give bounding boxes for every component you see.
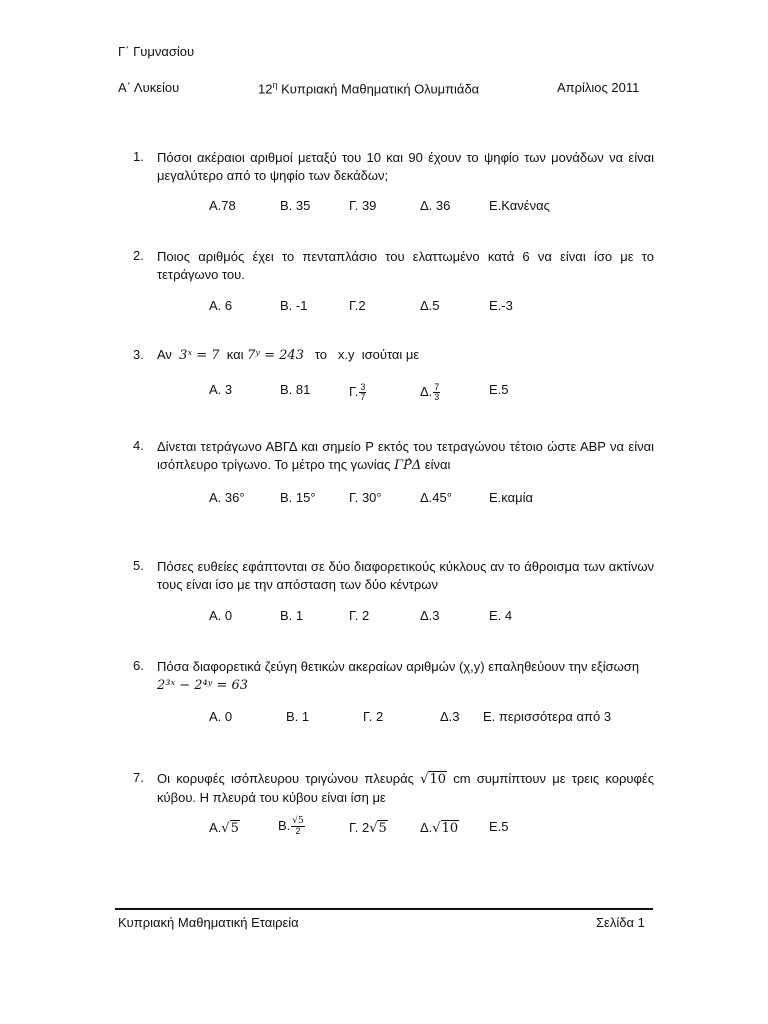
option-b: Β. -1 (280, 298, 308, 313)
question-body: Δίνεται τετράγωνο ΑΒΓΔ και σημείο Ρ εκτός του τετραγώνου τέτοιο ώστε ΑΒΡ να είναι ισόπλευρο τρίγωνο. Το μέτρο της γωνίας (157, 439, 654, 472)
footer-page-number: Σελίδα 1 (596, 915, 645, 930)
option-c: Γ. 2 (349, 608, 370, 623)
option-e: Ε.5 (489, 382, 509, 397)
text-suffix: ισούται με (361, 347, 420, 362)
olympiad-ordinal: η (272, 80, 278, 90)
option-a-label: Α. (209, 820, 222, 835)
option-a: Α. 36° (209, 490, 245, 505)
option-d (420, 820, 459, 836)
option-a: Α. 3 (209, 382, 233, 397)
option-e: Ε.καμία (489, 490, 534, 505)
option-c: Γ. 30° (349, 490, 382, 505)
text-prefix: Αν (157, 347, 172, 362)
option-b: Β. 35 (280, 198, 311, 213)
question-number: 3. (133, 347, 144, 362)
option-a (209, 820, 240, 836)
footer-publisher: Κυπριακή Μαθηματική Εταιρεία (118, 915, 299, 930)
question-text: Ποιος αριθμός έχει το πενταπλάσιο του ελαττωμένο κατά 6 να είναι ίσο με το τετράγωνο του. (157, 249, 654, 282)
option-c: Γ.2 (349, 298, 366, 313)
angle-symbol: ΓΡ̂Δ (394, 458, 422, 473)
level-label: Α΄ Λυκείου (118, 80, 180, 95)
option-b: Β. 1 (280, 608, 304, 623)
olympiad-title (258, 80, 479, 96)
radicand: 5 (230, 821, 239, 836)
option-c-label: Γ. 2 (349, 820, 370, 835)
conjunction: και (226, 347, 244, 362)
option-e: Ε.Κανένας (489, 198, 550, 213)
fraction-denominator: 2 (295, 826, 301, 836)
fraction-numerator: 3 (360, 382, 366, 392)
question-number: 2. (133, 248, 144, 263)
question-end: είναι (424, 457, 451, 472)
expression: x.y (337, 347, 355, 362)
option-a: Α. 0 (209, 709, 233, 724)
option-e: Ε.-3 (489, 298, 513, 313)
option-c: Γ. 39 (349, 198, 377, 213)
option-c: Γ. 2 (363, 709, 384, 724)
sqrt-expression: √10 (432, 821, 459, 836)
radicand: 5 (298, 816, 304, 826)
date-label: Απρίλιος 2011 (557, 80, 640, 95)
fraction-denominator: 7 (360, 392, 366, 402)
option-e: Ε. περισσότερα από 3 (483, 709, 612, 724)
question-text (157, 347, 419, 363)
equation-1: 3ˣ = 7 (179, 348, 220, 363)
question-body: Πόσα διαφορετικά ζεύγη θετικών ακεραίων αριθμών (χ,y) επαληθεύουν την εξίσωση (157, 659, 640, 674)
radicand: 5 (378, 821, 387, 836)
question-text: Πόσοι ακέραιοι αριθμοί μεταξύ του 10 και 90 έχουν το ψηφίο των μονάδων να είναι μεγαλύτερο από το ψηφίο των δεκάδων; (157, 150, 654, 183)
radicand: 10 (441, 821, 459, 836)
option-c (349, 820, 388, 836)
fraction-numerator: 7 (434, 382, 440, 392)
olympiad-number: 12 (258, 81, 273, 97)
question-number: 5. (133, 558, 144, 573)
fraction-numerator: √5 (292, 816, 304, 826)
question-text (157, 438, 654, 475)
option-d: Δ.3 (420, 608, 440, 623)
option-a: Α. 0 (209, 608, 233, 623)
footer-divider (115, 908, 653, 910)
option-a: Α.78 (209, 198, 236, 213)
option-d: Δ.3 (440, 709, 460, 724)
equation-2: 7ʸ = 243 (247, 348, 304, 363)
option-e: Ε. 4 (489, 608, 513, 623)
fraction (291, 817, 304, 836)
sqrt-expression: √5 (369, 821, 387, 836)
fraction (359, 383, 366, 402)
equation: 2³ˣ − 2⁴ʸ = 63 (157, 678, 249, 693)
option-b-label: Β. (278, 817, 291, 833)
option-d-label: Δ. (420, 383, 433, 399)
option-d: Δ.45° (420, 490, 452, 505)
question-text (157, 658, 654, 695)
question-number: 4. (133, 438, 144, 453)
fraction (433, 383, 440, 402)
text-mid: το (314, 347, 328, 362)
option-b: Β. 15° (280, 490, 316, 505)
question-number: 7. (133, 770, 144, 785)
option-b: Β. 1 (286, 709, 310, 724)
question-number: 1. (133, 149, 144, 164)
option-d: Δ. 36 (420, 198, 451, 213)
option-e: Ε.5 (489, 819, 509, 834)
question-text: Πόσες ευθείες εφάπτονται σε δύο διαφορετικούς κύκλους αν το άθροισμα των ακτίνων τους είναι ίσο με την απόσταση των δύο κέντρων (157, 559, 654, 592)
sqrt-expression: √5 (221, 821, 239, 836)
question-text (157, 770, 654, 807)
option-c (349, 383, 366, 402)
olympiad-name: Κυπριακή Μαθηματική Ολυμπιάδα (281, 81, 480, 97)
grade-line: Γ΄ Γυμνασίου (118, 44, 195, 59)
fraction-denominator: 3 (434, 392, 440, 402)
radicand: 10 (429, 772, 446, 787)
option-d: Δ.5 (420, 298, 440, 313)
sqrt-expression: √10 (420, 772, 446, 787)
option-b: Β. 81 (280, 382, 311, 397)
question-body-2: cm συμπίπτουν με τρεις κορυφές κύβου. Η πλευρά του κύβου είναι ίση με (157, 771, 654, 805)
option-b (278, 817, 305, 836)
option-c-label: Γ. (349, 383, 359, 399)
option-d (420, 383, 440, 402)
option-d-label: Δ. (420, 820, 433, 835)
question-body: Οι κορυφές ισόπλευρου τριγώνου πλευράς (157, 771, 414, 786)
option-a: Α. 6 (209, 298, 233, 313)
question-number: 6. (133, 658, 144, 673)
